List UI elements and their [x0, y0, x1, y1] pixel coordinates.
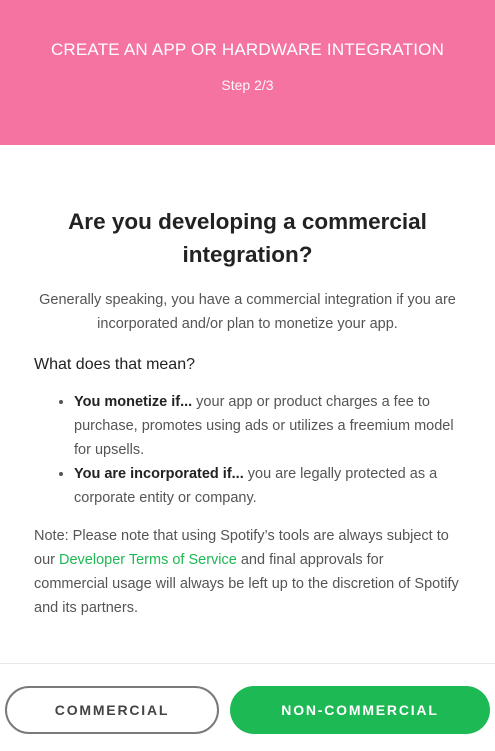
step-indicator: Step 2/3 — [221, 77, 274, 93]
header-title: CREATE AN APP OR HARDWARE INTEGRATION — [50, 40, 445, 59]
criteria-term: You monetize if... — [74, 394, 193, 410]
subheading: What does that mean? — [34, 356, 195, 373]
question-heading: Are you developing a commercial integration? — [68, 209, 427, 267]
criteria-description: your app or product charges a fee to purchase, promotes using ads or utilizes a freemium model for upsells. — [74, 394, 454, 458]
list-item — [74, 462, 461, 510]
footer-actions — [0, 663, 495, 751]
intro-text: Generally speaking, you have a commercial integration if you are incorporated and/or plan to monetize your app. — [39, 292, 456, 332]
page-header — [0, 0, 495, 145]
criteria-description: you are legally protected as a corporate entity or company. — [74, 466, 438, 506]
main-content — [0, 205, 495, 620]
criteria-list — [34, 390, 461, 510]
note-text-after: and final approvals for commercial usage will always be left up to the discretion of Spotify and its partners. — [34, 552, 459, 616]
criteria-term: You are incorporated if... — [74, 466, 244, 482]
developer-terms-link[interactable]: Developer Terms of Service — [59, 552, 237, 568]
commercial-button[interactable]: COMMERCIAL — [5, 686, 219, 734]
note-text-before: Note: Please note that using Spotify’s tools are always subject to our — [34, 528, 449, 568]
list-item — [74, 390, 461, 462]
non-commercial-button[interactable]: NON-COMMERCIAL — [230, 686, 490, 734]
note-text — [34, 524, 461, 620]
